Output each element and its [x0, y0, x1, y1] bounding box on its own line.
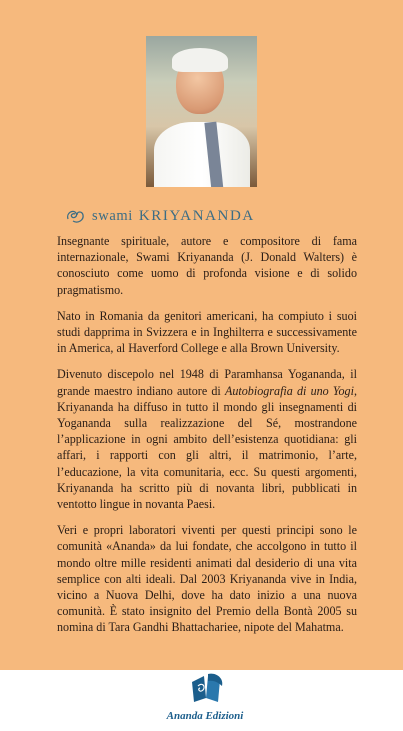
book-title: Autobiografia di uno Yogi: [224, 383, 354, 398]
author-surname: KRIYANANDA: [138, 207, 255, 224]
bio-paragraph: Nato in Romania da genitori americani, ha compiuto i suoi studi dapprima in Svizzera e in Inghilterra e successivamente in America, al Haverford College e alla Brown University.: [57, 308, 357, 356]
publisher-name: Ananda Edizioni: [166, 710, 244, 722]
author-name: [64, 205, 255, 227]
bio-paragraph: Insegnante spirituale, autore e compositore di fama internazionale, Swami Kriyananda (J. Donald Walters) è conosciuto come uomo di profonda visione e di solido pragmatismo.: [57, 234, 357, 297]
publisher-logo: [160, 668, 250, 728]
bio-paragraph: Divenuto discepolo nel 1948 di Paramhansa Yogananda, il grande maestro indiano autore di Autobiografia di uno Yogi, Kriyananda ha diffuso in tutto il mondo gli insegnamenti di Yogananda sulla realizzazione del Sé, mostrandone l’applicazione in ogni ambito dell’esistenza quotidiana: gli affari, i rapporti con gli altri, il matrimonio, l’arte, l’educazione, la vita comunitaria, ecc. Su questi argomenti, Kriyananda ha scritto più di novanta libri, pubblicati in ventotto lingue in novanta Paesi.: [57, 367, 358, 512]
author-prefix: swami: [92, 207, 133, 224]
author-photo: [146, 36, 257, 187]
bio-paragraph: Veri e propri laboratori viventi per questi principi sono le comunità «Ananda» da lui fondate, che accolgono in tutto il mondo oltre mille residenti animati dal desiderio di una vita semplice con alti ideali. Dal 2003 Kriyananda vive in India, vicino a Nuova Delhi, dove ha dato inizio a una nuova comunità. È stato insignito del Premio della Bontà 2005 su nomina di Tara Gandhi Bhattachariee, nipote del Mahatma.: [57, 523, 357, 635]
author-bio: [57, 233, 357, 646]
quill-book-icon: [186, 672, 226, 708]
ananda-swirl-icon: [64, 207, 86, 225]
